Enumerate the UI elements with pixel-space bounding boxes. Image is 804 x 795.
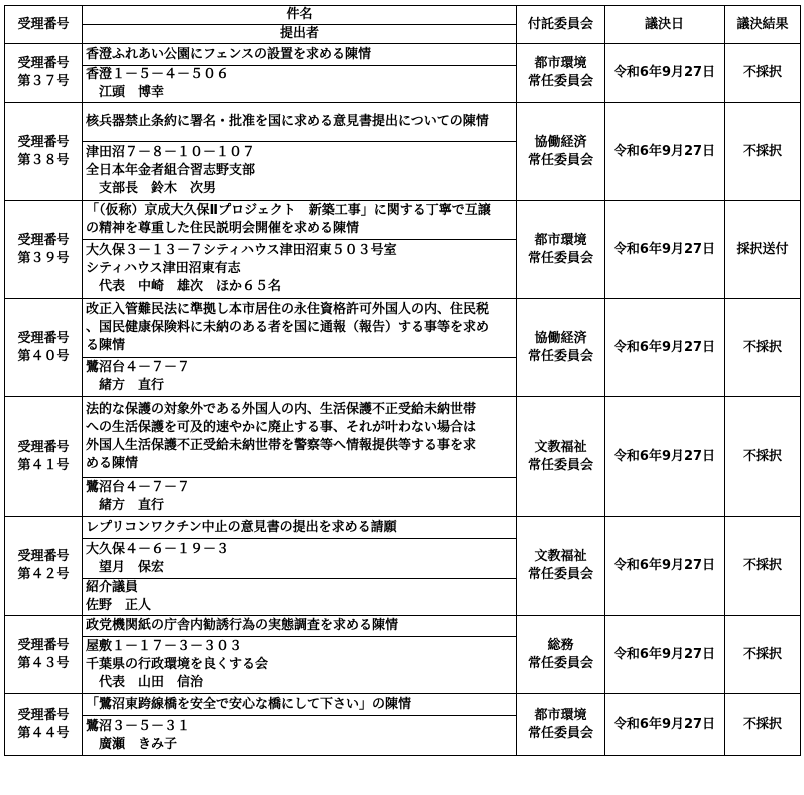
submitter-line: 緒方 直行 <box>86 378 165 393</box>
submitter-line: 支部長 鈴木 次男 <box>86 181 217 196</box>
header-giketsubi: 議決日 <box>605 6 725 44</box>
committee <box>517 299 605 397</box>
committee-line: 常任委員会 <box>527 152 593 168</box>
submitter-line: 大久保３－１３－７シティハウス津田沼東５０３号室 <box>86 243 397 258</box>
committee-line: 総務 <box>547 637 574 653</box>
submitter-line: 緒方 直行 <box>86 498 165 513</box>
resolution-date: 令和6年9月27日 <box>605 517 725 616</box>
committee-line: 文教福祉 <box>534 549 587 564</box>
submitter <box>83 240 517 299</box>
committee-line: 常任委員会 <box>527 655 593 671</box>
receipt-number-line: 第４３号 <box>17 655 70 671</box>
receipt-number-line: 受理番号 <box>17 330 70 346</box>
receipt-number-line: 第３８号 <box>17 152 70 168</box>
receipt-number <box>5 299 83 397</box>
petition-subject <box>83 299 517 358</box>
petition-subject <box>83 103 517 142</box>
petition-row <box>5 103 801 142</box>
committee <box>517 201 605 299</box>
submitter-line: 廣瀬 きみ子 <box>86 736 178 752</box>
receipt-number-line: 第４０号 <box>17 348 70 364</box>
committee-line: 協働経済 <box>534 134 587 150</box>
committee-line: 都市環境 <box>534 56 587 71</box>
resolution-date: 令和6年9月27日 <box>605 44 725 103</box>
submitter-line: 千葉県の行政環境を良くする会 <box>86 657 269 672</box>
receipt-number-line: 受理番号 <box>17 439 70 455</box>
resolution-date: 令和6年9月27日 <box>605 397 725 517</box>
petition-subject <box>83 694 517 716</box>
header-kekka: 議決結果 <box>725 6 801 44</box>
resolution-date: 令和6年9月27日 <box>605 616 725 694</box>
petition-row <box>5 397 801 478</box>
submitter <box>83 142 517 201</box>
petition-row <box>5 201 801 240</box>
receipt-number-line: 第３９号 <box>17 250 70 266</box>
subject-line: 改正入管難民法に準拠し本市居住の永住資格許可外国人の内、住民税 <box>86 302 490 317</box>
introducer-line: 紹介議員 <box>86 580 139 595</box>
receipt-number-line: 受理番号 <box>17 56 70 71</box>
committee-line: 常任委員会 <box>527 348 593 364</box>
subject-line: 「（仮称）京成大久保Ⅱプロジェクト 新築工事」に関する丁寧で互譲 <box>86 203 491 218</box>
petition-row <box>5 517 801 539</box>
introducer-line: 佐野 正人 <box>86 598 152 613</box>
committee-line: 常任委員会 <box>527 457 593 473</box>
resolution-date: 令和6年9月27日 <box>605 694 725 756</box>
submitter-line: 鷺沼台４－７－７ <box>86 480 191 495</box>
petition-subject <box>83 201 517 240</box>
submitter-line: 代表 中崎 雄次 ほか６５名 <box>86 279 282 294</box>
resolution-result: 不採択 <box>725 616 801 694</box>
committee <box>517 397 605 517</box>
committee-line: 文教福祉 <box>534 439 587 455</box>
committee <box>517 44 605 103</box>
submitter <box>83 66 517 103</box>
receipt-number <box>5 44 83 103</box>
petition-row <box>5 44 801 66</box>
receipt-number <box>5 201 83 299</box>
receipt-number <box>5 397 83 517</box>
committee <box>517 694 605 756</box>
petition-table-container <box>4 5 801 756</box>
submitter <box>83 539 517 579</box>
committee-line: 常任委員会 <box>527 567 593 582</box>
committee <box>517 517 605 616</box>
resolution-date: 令和6年9月27日 <box>605 299 725 397</box>
submitter-line: 屋敷１－１７－３－３０３ <box>86 639 243 654</box>
committee-line: 協働経済 <box>534 330 587 346</box>
subject-line: 外国人生活保護不正受給未納世帯を警察等へ情報提供等する事を求 <box>86 438 477 453</box>
submitter-line: 津田沼７－８－１０－１０７ <box>86 145 256 160</box>
receipt-number <box>5 694 83 756</box>
petition-subject <box>83 44 517 66</box>
submitter-line: 大久保４－６－１９－３ <box>86 541 230 557</box>
committee-line: 常任委員会 <box>527 250 593 266</box>
header-row <box>5 6 801 25</box>
resolution-date: 令和6年9月27日 <box>605 103 725 201</box>
petition-subject <box>83 397 517 478</box>
submitter-line: 鷺沼台４－７－７ <box>86 360 191 375</box>
receipt-number <box>5 517 83 616</box>
petition-table <box>4 5 801 756</box>
committee-line: 都市環境 <box>534 707 587 723</box>
resolution-result: 採択送付 <box>725 201 801 299</box>
committee <box>517 103 605 201</box>
receipt-number-line: 受理番号 <box>17 134 70 150</box>
receipt-number-line: 受理番号 <box>17 232 70 248</box>
subject-line: の精神を尊重した住民説明会開催を求める陳情 <box>86 221 360 236</box>
submitter <box>83 637 517 694</box>
receipt-number-line: 第３７号 <box>17 74 70 89</box>
subject-line: 香澄ふれあい公園にフェンスの設置を求める陳情 <box>86 46 371 62</box>
submitter-line: 香澄１－５－４－５０６ <box>86 67 230 82</box>
submitter <box>83 716 517 756</box>
resolution-result: 不採択 <box>725 103 801 201</box>
header-teishutsusha: 提出者 <box>83 25 517 44</box>
committee-line: 常任委員会 <box>527 725 593 741</box>
receipt-number <box>5 616 83 694</box>
committee <box>517 616 605 694</box>
resolution-result: 不採択 <box>725 694 801 756</box>
petition-row <box>5 616 801 637</box>
header-kenmei: 件名 <box>83 6 517 25</box>
submitter <box>83 478 517 517</box>
submitter-line: シティハウス津田沼東有志 <box>86 261 241 276</box>
submitter-line: 鷺沼３－５－３１ <box>86 718 191 734</box>
receipt-number-line: 第４２号 <box>17 567 70 582</box>
committee-line: 都市環境 <box>534 232 587 248</box>
subject-line: レプリコンワクチン中止の意見書の提出を求める請願 <box>86 519 397 535</box>
submitter-line: 江頭 博幸 <box>86 85 165 100</box>
petition-row <box>5 694 801 716</box>
subject-line: める陳情 <box>86 456 139 471</box>
receipt-number <box>5 103 83 201</box>
receipt-number-line: 第４１号 <box>17 457 70 473</box>
subject-line: 核兵器禁止条約に署名・批准を国に求める意見書提出についての陳情 <box>86 114 489 129</box>
resolution-date: 令和6年9月27日 <box>605 201 725 299</box>
subject-line: 、国民健康保険料に未納のある者を国に通報（報告）する事等を求め <box>86 320 490 335</box>
header-uketsuke: 受理番号 <box>5 6 83 44</box>
receipt-number-line: 受理番号 <box>17 549 70 564</box>
receipt-number-line: 受理番号 <box>17 637 70 653</box>
submitter-line: 望月 保宏 <box>86 559 165 575</box>
receipt-number-line: 受理番号 <box>17 707 70 723</box>
resolution-result: 不採択 <box>725 299 801 397</box>
petition-subject <box>83 616 517 637</box>
petition-subject <box>83 517 517 539</box>
subject-line: 「鷺沼東跨線橋を安全で安心な橋にして下さい」の陳情 <box>86 696 412 712</box>
subject-line: 法的な保護の対象外である外国人の内、生活保護不正受給未納世帯 <box>86 402 477 417</box>
header-iinkai: 付託委員会 <box>517 6 605 44</box>
subject-line: る陳情 <box>86 338 126 353</box>
introducing-member <box>83 579 517 616</box>
resolution-result: 不採択 <box>725 517 801 616</box>
subject-line: への生活保護を可及的速やかに廃止する事、それが叶わない場合は <box>86 420 477 435</box>
receipt-number-line: 第４４号 <box>17 725 70 741</box>
subject-line: 政党機関紙の庁舎内勧誘行為の実態調査を求める陳情 <box>86 618 399 633</box>
resolution-result: 不採択 <box>725 44 801 103</box>
submitter-line: 全日本年金者組合習志野支部 <box>86 163 256 178</box>
petition-row <box>5 299 801 358</box>
submitter-line: 代表 山田 信治 <box>86 675 204 690</box>
petition-table-body <box>5 6 801 756</box>
committee-line: 常任委員会 <box>527 74 593 89</box>
resolution-result: 不採択 <box>725 397 801 517</box>
submitter <box>83 358 517 397</box>
